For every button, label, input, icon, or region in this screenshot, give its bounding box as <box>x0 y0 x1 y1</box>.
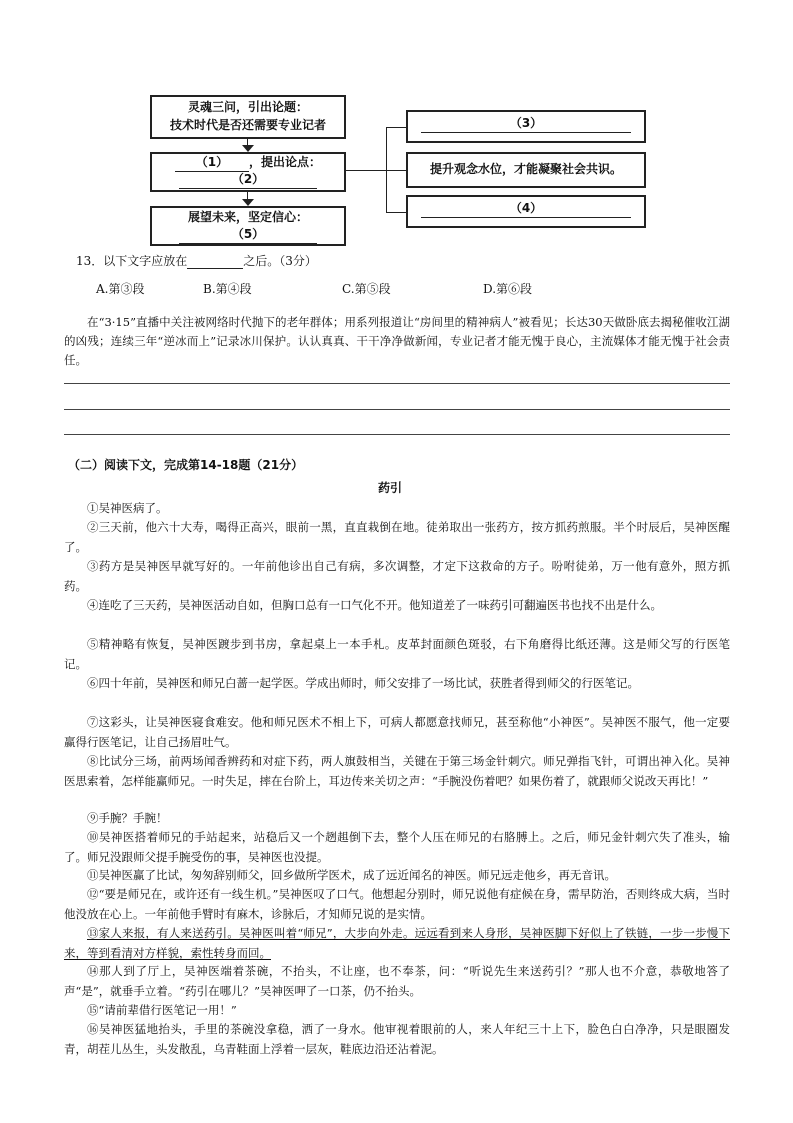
diagram-box-thesis-line2 <box>150 171 346 189</box>
article-paragraph-13: ⑬家人来报，有人来送药引。吴神医叫着“师兄”，大步向外走。远远看到来人身形，吴神医脚下好似上了铁链，一步一步慢下来，等到看清对方样貌，索性转身而回。 <box>64 926 730 960</box>
diagram-arrowhead-1 <box>242 145 254 152</box>
q13-prompt: 13．以下文字应放在 之后。（3分） <box>76 254 317 268</box>
article-paragraph-16: ⑯吴神医猛地抬头，手里的茶碗没拿稳，洒了一身水。他审视着眼前的人，来人年纪三十上下，脸色白白净净，只是眼圈发青，胡茬儿丛生，头发散乱，乌青鞋面上浮着一层灰，鞋底边沿还沾着泥。 <box>64 1022 730 1056</box>
article-paragraph-10: ⑩吴神医搭着师兄的手站起来，站稳后又一个趔趄倒下去，整个人压在师兄的右胳膊上。之后，师兄金针刺穴失了准头，输了。师兄没跟师父提手腕受伤的事，吴神医也没提。 <box>64 830 730 864</box>
article-paragraph-15: ⑮“请前辈借行医笔记一用！” <box>87 1003 237 1017</box>
article-title: 药引 <box>377 481 402 495</box>
article-paragraph-7: ⑦这彩头，让吴神医寝食难安。他和师兄医术不相上下，可病人都愿意找师兄，甚至称他“小神医”。吴神医不服气，他一定要赢得行医笔记，让自己扬眉吐气。 <box>64 715 730 749</box>
article-paragraph-12: ⑫“要是师兄在，或许还有一线生机。”吴神医叹了口气。他想起分别时，师兄说他有症候在身，需早防治，否则终成大病，当时他没放在心上。一年前他手臂时有麻木，诊脉后，才知师兄说的是实情。 <box>64 887 730 921</box>
diagram-blank-3: （3） <box>421 115 631 133</box>
article-paragraph-3: ③药方是吴神医早就写好的。一年前他诊出自己有病，多次调整，才定下这救命的方子。吩咐徒弟，万一他有意外，照方抓药。 <box>64 559 730 593</box>
article-paragraph-11: ⑪吴神医赢了比试，匆匆辞别师父，回乡做所学医术，成了远近闻名的神医。师兄远走他乡，再无音讯。 <box>87 868 616 882</box>
diagram-box-point-4-text <box>406 200 646 218</box>
answer-line-2 <box>64 409 730 410</box>
answer-line-3 <box>64 434 730 435</box>
diagram-box-thesis-line1: （1） ，提出论点： <box>150 154 346 172</box>
diagram-box-point-middle-text: 提升观念水位，才能凝聚社会共识。 <box>429 162 622 176</box>
diagram-connector <box>346 170 386 171</box>
diagram-branch-middle <box>386 170 406 171</box>
article-paragraph-8: ⑧比试分三场，前两场闻香辨药和对症下药，两人旗鼓相当，关键在于第三场金针刺穴。师兄弹指飞针，可谓出神入化。吴神医思索着，怎样能赢师兄。一时失足，摔在台阶上，耳边传来关切之声：“手腕没伤着吧？如果伤着了，就跟师父说改天再比！” <box>64 754 730 788</box>
q13-option-d: D.第⑥段 <box>483 282 533 296</box>
article-paragraph-1: ①吴神医病了。 <box>87 501 168 515</box>
article-paragraph-2: ②三天前，他六十大寿，喝得正高兴，眼前一黑，直直栽倒在地。徒弟取出一张药方，按方抓药煎服。半个时辰后，吴神医醒了。 <box>64 520 730 554</box>
q13-answer-blank <box>187 254 243 269</box>
diagram-box-point-3-text <box>406 115 646 133</box>
q13-option-a: A.第③段 <box>96 282 145 296</box>
diagram-box-intro-line1: 灵魂三问，引出论题： <box>187 100 308 114</box>
section-heading: （二）阅读下文，完成第14-18题（21分） <box>68 458 304 472</box>
diagram-blank-4: （4） <box>421 200 631 218</box>
q13-option-b: B.第④段 <box>203 282 252 296</box>
q13-option-c: C.第⑤段 <box>342 282 391 296</box>
diagram-arrowhead-2 <box>242 199 254 206</box>
diagram-box-outlook-line2 <box>150 226 346 244</box>
answer-line-1 <box>64 383 730 384</box>
diagram-box-outlook-line1: 展望未来，坚定信心： <box>187 210 308 224</box>
diagram-box-intro-line2: 技术时代是否还需要专业记者 <box>169 118 326 132</box>
article-paragraph-4: ④连吃了三天药，吴神医活动自如，但胸口总有一口气化不开。他知道差了一味药引可翻遍医书也找不出是什么。 <box>87 598 662 612</box>
article-paragraph-9: ⑨手腕？手腕！ <box>87 811 168 825</box>
article-paragraph-5: ⑤精神略有恢复，吴神医踱步到书房，拿起桌上一本手札。皮革封面颜色斑驳，右下角磨得比纸还薄。这是师父写的行医笔记。 <box>64 637 730 671</box>
article-paragraph-14: ⑭那人到了厅上，吴神医端着茶碗，不抬头，不让座，也不奉茶，问：“听说先生来送药引？”那人也不介意，恭敬地答了声“是”，就垂手立着。“药引在哪儿？”吴神医呷了一口茶，仍不抬头。 <box>64 964 730 998</box>
diagram-blank-1: （1） <box>175 154 249 172</box>
diagram-blank-2: （2） <box>179 171 317 189</box>
article-paragraph-6: ⑥四十年前，吴神医和师兄白蔷一起学医。学成出师时，师父安排了一场比试，获胜者得到师父的行医笔记。 <box>87 676 639 690</box>
diagram-branch-bottom <box>386 212 406 213</box>
diagram-blank-5: （5） <box>179 226 317 244</box>
diagram-branch-top <box>386 127 406 128</box>
q13-passage: 在“3·15”直播中关注被网络时代抛下的老年群体；用系列报道让“房间里的精神病人”被看见；长达30天做卧底去揭秘催收江湖的凶残；连续三年“逆冰而上”记录冰川保护。认认真真、干干净净做新闻，专业记者才能无愧于良心，主流媒体才能无愧于社会责任。 <box>64 315 730 367</box>
